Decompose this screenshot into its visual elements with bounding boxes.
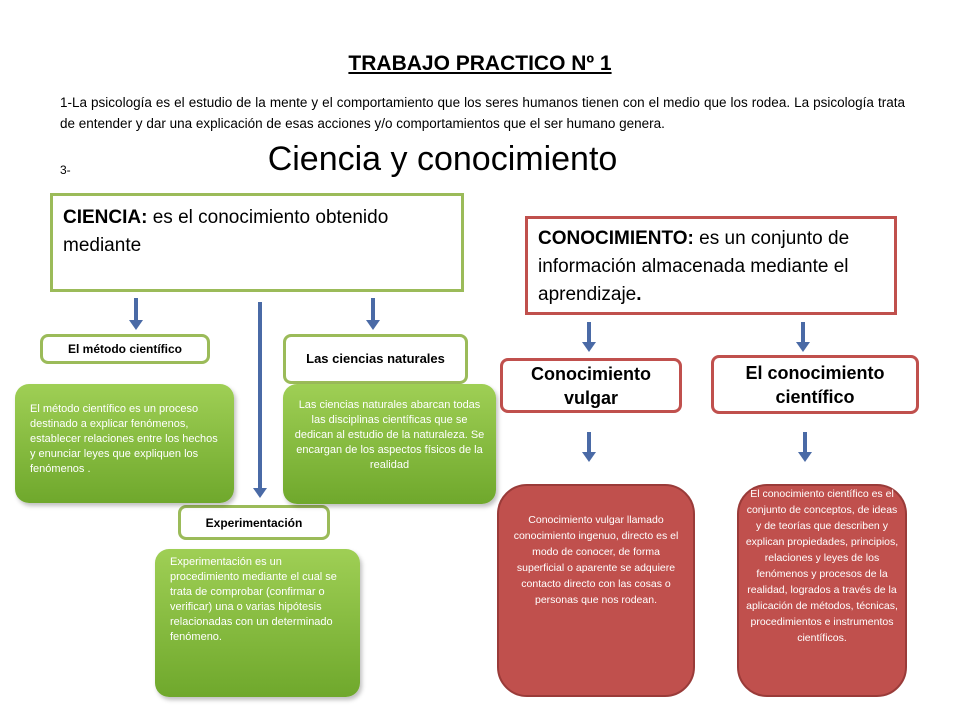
long-down-arrow-icon [253, 302, 267, 498]
conocimiento-definition-box [525, 216, 897, 315]
down-arrow-icon [796, 322, 810, 352]
diagram-heading: Ciencia y conocimiento [267, 140, 618, 178]
down-arrow-icon [582, 322, 596, 352]
metodo-cientifico-card: El método científico es un proceso destinado a explicar fenómenos, establecer relaciones entre los hechos y enunciar leyes que expliquen los fenómenos . [15, 384, 234, 503]
experimentacion-card: Experimentación es un procedimiento mediante el cual se trata de comprobar (confirmar o verificar) una o varias hipótesis relacionadas con un determinado fenómeno. [155, 549, 360, 697]
conocimiento-term: CONOCIMIENTO: [538, 228, 694, 249]
ciencias-naturales-label: Las ciencias naturales [283, 334, 468, 384]
conocimiento-definition: es un conjunto de información almacenada mediante el aprendizaje [538, 228, 850, 305]
conocimiento-cientifico-label: El conocimiento científico [711, 355, 919, 414]
page-title: TRABAJO PRACTICO Nº 1 [348, 52, 612, 75]
down-arrow-icon [366, 298, 380, 330]
ciencias-naturales-card: Las ciencias naturales abarcan todas las disciplinas científicas que se dedican al estudio de la naturaleza. Se encargan de los aspectos físicos de la realidad [283, 384, 496, 504]
conocimiento-period: . [636, 284, 642, 305]
down-arrow-icon [798, 432, 812, 462]
experimentacion-label: Experimentación [178, 505, 330, 540]
conocimiento-vulgar-label: Conocimiento vulgar [500, 358, 682, 413]
metodo-cientifico-label: El método científico [40, 334, 210, 364]
ciencia-term: CIENCIA: [63, 207, 148, 228]
conocimiento-cientifico-card: El conocimiento científico es el conjunto de conceptos, de ideas y de teorías que describen y explican propiedades, principios, relaciones y leyes de los fenómenos y procesos de la realidad, logrados a través de la aplicación de métodos, técnicas, procedimientos e instrumentos científicos. [737, 484, 907, 697]
conocimiento-vulgar-card: Conocimiento vulgar llamado conocimiento ingenuo, directo es el modo de conocer, de forma superficial o aparente se adquiere contacto directo con las cosas o personas que nos rodean. [497, 484, 695, 697]
intro-paragraph: 1-La psicología es el estudio de la mente y el comportamiento que los seres humanos tienen con el medio que los rodea. La psicología trata de entender y dar una explicación de esas acciones y/o comportamientos que el ser humano genera. [60, 95, 905, 131]
question-number: 3- [60, 163, 71, 177]
down-arrow-icon [582, 432, 596, 462]
ciencia-definition-box [50, 193, 464, 292]
down-arrow-icon [129, 298, 143, 330]
ciencia-definition: es el conocimiento obtenido mediante [63, 207, 389, 256]
